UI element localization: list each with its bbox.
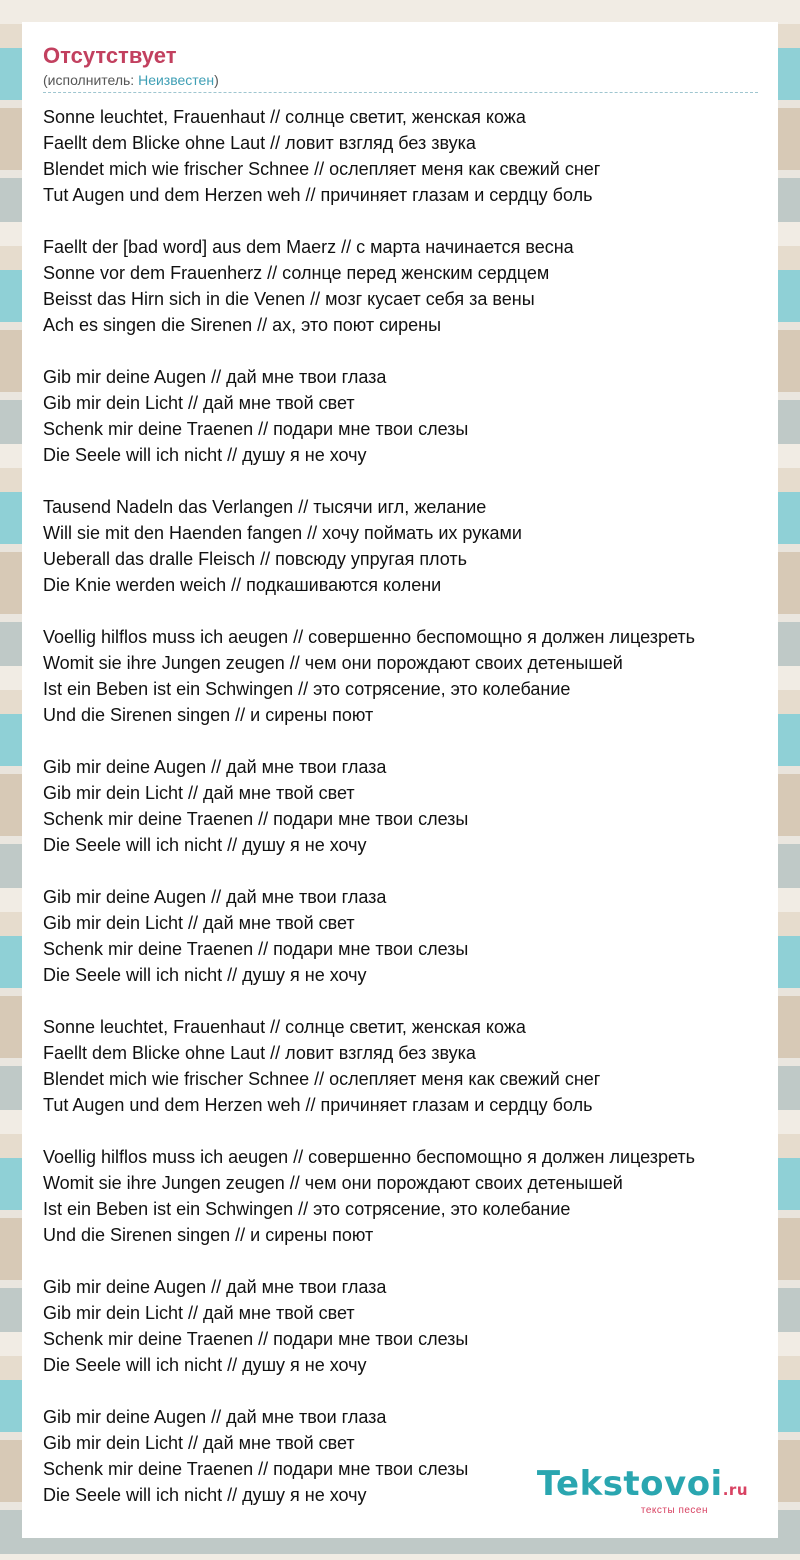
- artist-prefix: (исполнитель:: [43, 72, 139, 88]
- lyric-line: Sonne leuchtet, Frauenhaut // солнце светит, женская кожа: [43, 1017, 526, 1037]
- lyric-line: Die Seele will ich nicht // душу я не хочу: [43, 1485, 367, 1505]
- lyric-line: Ist ein Beben ist ein Schwingen // это сотрясение, это колебание: [43, 679, 571, 699]
- stanza: [43, 754, 778, 858]
- lyric-line: Sonne vor dem Frauenherz // солнце перед женским сердцем: [43, 263, 550, 283]
- lyric-line: Blendet mich wie frischer Schnee // ослепляет меня как свежий снег: [43, 159, 601, 179]
- lyric-line: Schenk mir deine Traenen // подари мне твои слезы: [43, 419, 469, 439]
- lyric-line: Ach es singen die Sirenen // ах, это поют сирены: [43, 315, 442, 335]
- lyric-line: Und die Sirenen singen // и сирены поют: [43, 1225, 374, 1245]
- lyric-line: Faellt der [bad word] aus dem Maerz // с марта начинается весна: [43, 237, 574, 257]
- artist-suffix: ): [214, 72, 219, 88]
- song-title: Отсутствует: [43, 43, 177, 68]
- lyric-line: Gib mir deine Augen // дай мне твои глаза: [43, 887, 387, 907]
- stanza: [43, 1274, 778, 1378]
- lyric-line: Schenk mir deine Traenen // подари мне твои слезы: [43, 809, 469, 829]
- stanza: [43, 494, 778, 598]
- stanza: [43, 364, 778, 468]
- lyric-line: Ueberall das dralle Fleisch // повсюду упругая плоть: [43, 549, 468, 569]
- stanza: [43, 1014, 778, 1118]
- logo-main-text: Tekstovoi: [536, 1464, 723, 1504]
- song-header: [43, 42, 758, 89]
- lyric-line: Gib mir dein Licht // дай мне твой свет: [43, 913, 355, 933]
- logo-tld: .ru: [722, 1481, 748, 1499]
- artist-line: [43, 71, 758, 89]
- stanza: [43, 1144, 778, 1248]
- site-logo[interactable]: [536, 1464, 748, 1516]
- lyric-line: Sonne leuchtet, Frauenhaut // солнце светит, женская кожа: [43, 107, 526, 127]
- lyric-line: Schenk mir deine Traenen // подари мне твои слезы: [43, 1459, 469, 1479]
- lyric-line: Voellig hilflos muss ich aeugen // совершенно беспомощно я должен лицезреть: [43, 1147, 696, 1167]
- lyric-line: Voellig hilflos muss ich aeugen // совершенно беспомощно я должен лицезреть: [43, 627, 696, 647]
- lyric-line: Faellt dem Blicke ohne Laut // ловит взгляд без звука: [43, 133, 476, 153]
- stanza: [43, 624, 778, 728]
- lyric-line: Faellt dem Blicke ohne Laut // ловит взгляд без звука: [43, 1043, 476, 1063]
- stanza: [43, 104, 778, 208]
- header-divider: [43, 92, 758, 93]
- lyric-line: Die Seele will ich nicht // душу я не хочу: [43, 1355, 367, 1375]
- lyrics-body: [43, 104, 778, 1534]
- lyric-line: Blendet mich wie frischer Schnee // ослепляет меня как свежий снег: [43, 1069, 601, 1089]
- lyric-line: Gib mir dein Licht // дай мне твой свет: [43, 1303, 355, 1323]
- lyric-line: Womit sie ihre Jungen zeugen // чем они порождают своих детенышей: [43, 653, 623, 673]
- lyric-line: Und die Sirenen singen // и сирены поют: [43, 705, 374, 725]
- logo-wordmark: [536, 1464, 748, 1507]
- lyric-line: Schenk mir deine Traenen // подари мне твои слезы: [43, 1329, 469, 1349]
- lyric-line: Tausend Nadeln das Verlangen // тысячи игл, желание: [43, 497, 487, 517]
- stanza: [43, 234, 778, 338]
- lyric-line: Ist ein Beben ist ein Schwingen // это сотрясение, это колебание: [43, 1199, 571, 1219]
- lyric-line: Gib mir deine Augen // дай мне твои глаза: [43, 757, 387, 777]
- lyric-line: Gib mir deine Augen // дай мне твои глаза: [43, 1407, 387, 1427]
- lyric-line: Gib mir dein Licht // дай мне твой свет: [43, 783, 355, 803]
- lyric-line: Gib mir dein Licht // дай мне твой свет: [43, 393, 355, 413]
- lyric-line: Tut Augen und dem Herzen weh // причиняет глазам и сердцу боль: [43, 185, 593, 205]
- lyric-line: Will sie mit den Haenden fangen // хочу поймать их руками: [43, 523, 522, 543]
- lyric-line: Schenk mir deine Traenen // подари мне твои слезы: [43, 939, 469, 959]
- artist-link[interactable]: Неизвестен: [138, 72, 215, 88]
- lyric-line: Gib mir dein Licht // дай мне твой свет: [43, 1433, 355, 1453]
- lyrics-card: [22, 22, 778, 1538]
- stanza: [43, 884, 778, 988]
- lyric-line: Gib mir deine Augen // дай мне твои глаза: [43, 1277, 387, 1297]
- lyric-line: Gib mir deine Augen // дай мне твои глаза: [43, 367, 387, 387]
- lyric-line: Tut Augen und dem Herzen weh // причиняет глазам и сердцу боль: [43, 1095, 593, 1115]
- lyric-line: Womit sie ihre Jungen zeugen // чем они порождают своих детенышей: [43, 1173, 623, 1193]
- logo-tagline: тексты песен: [640, 1505, 708, 1516]
- lyric-line: Die Seele will ich nicht // душу я не хочу: [43, 445, 367, 465]
- lyric-line: Die Knie werden weich // подкашиваются колени: [43, 575, 442, 595]
- lyric-line: Die Seele will ich nicht // душу я не хочу: [43, 835, 367, 855]
- lyric-line: Beisst das Hirn sich in die Venen // мозг кусает себя за вены: [43, 289, 535, 309]
- lyric-line: Die Seele will ich nicht // душу я не хочу: [43, 965, 367, 985]
